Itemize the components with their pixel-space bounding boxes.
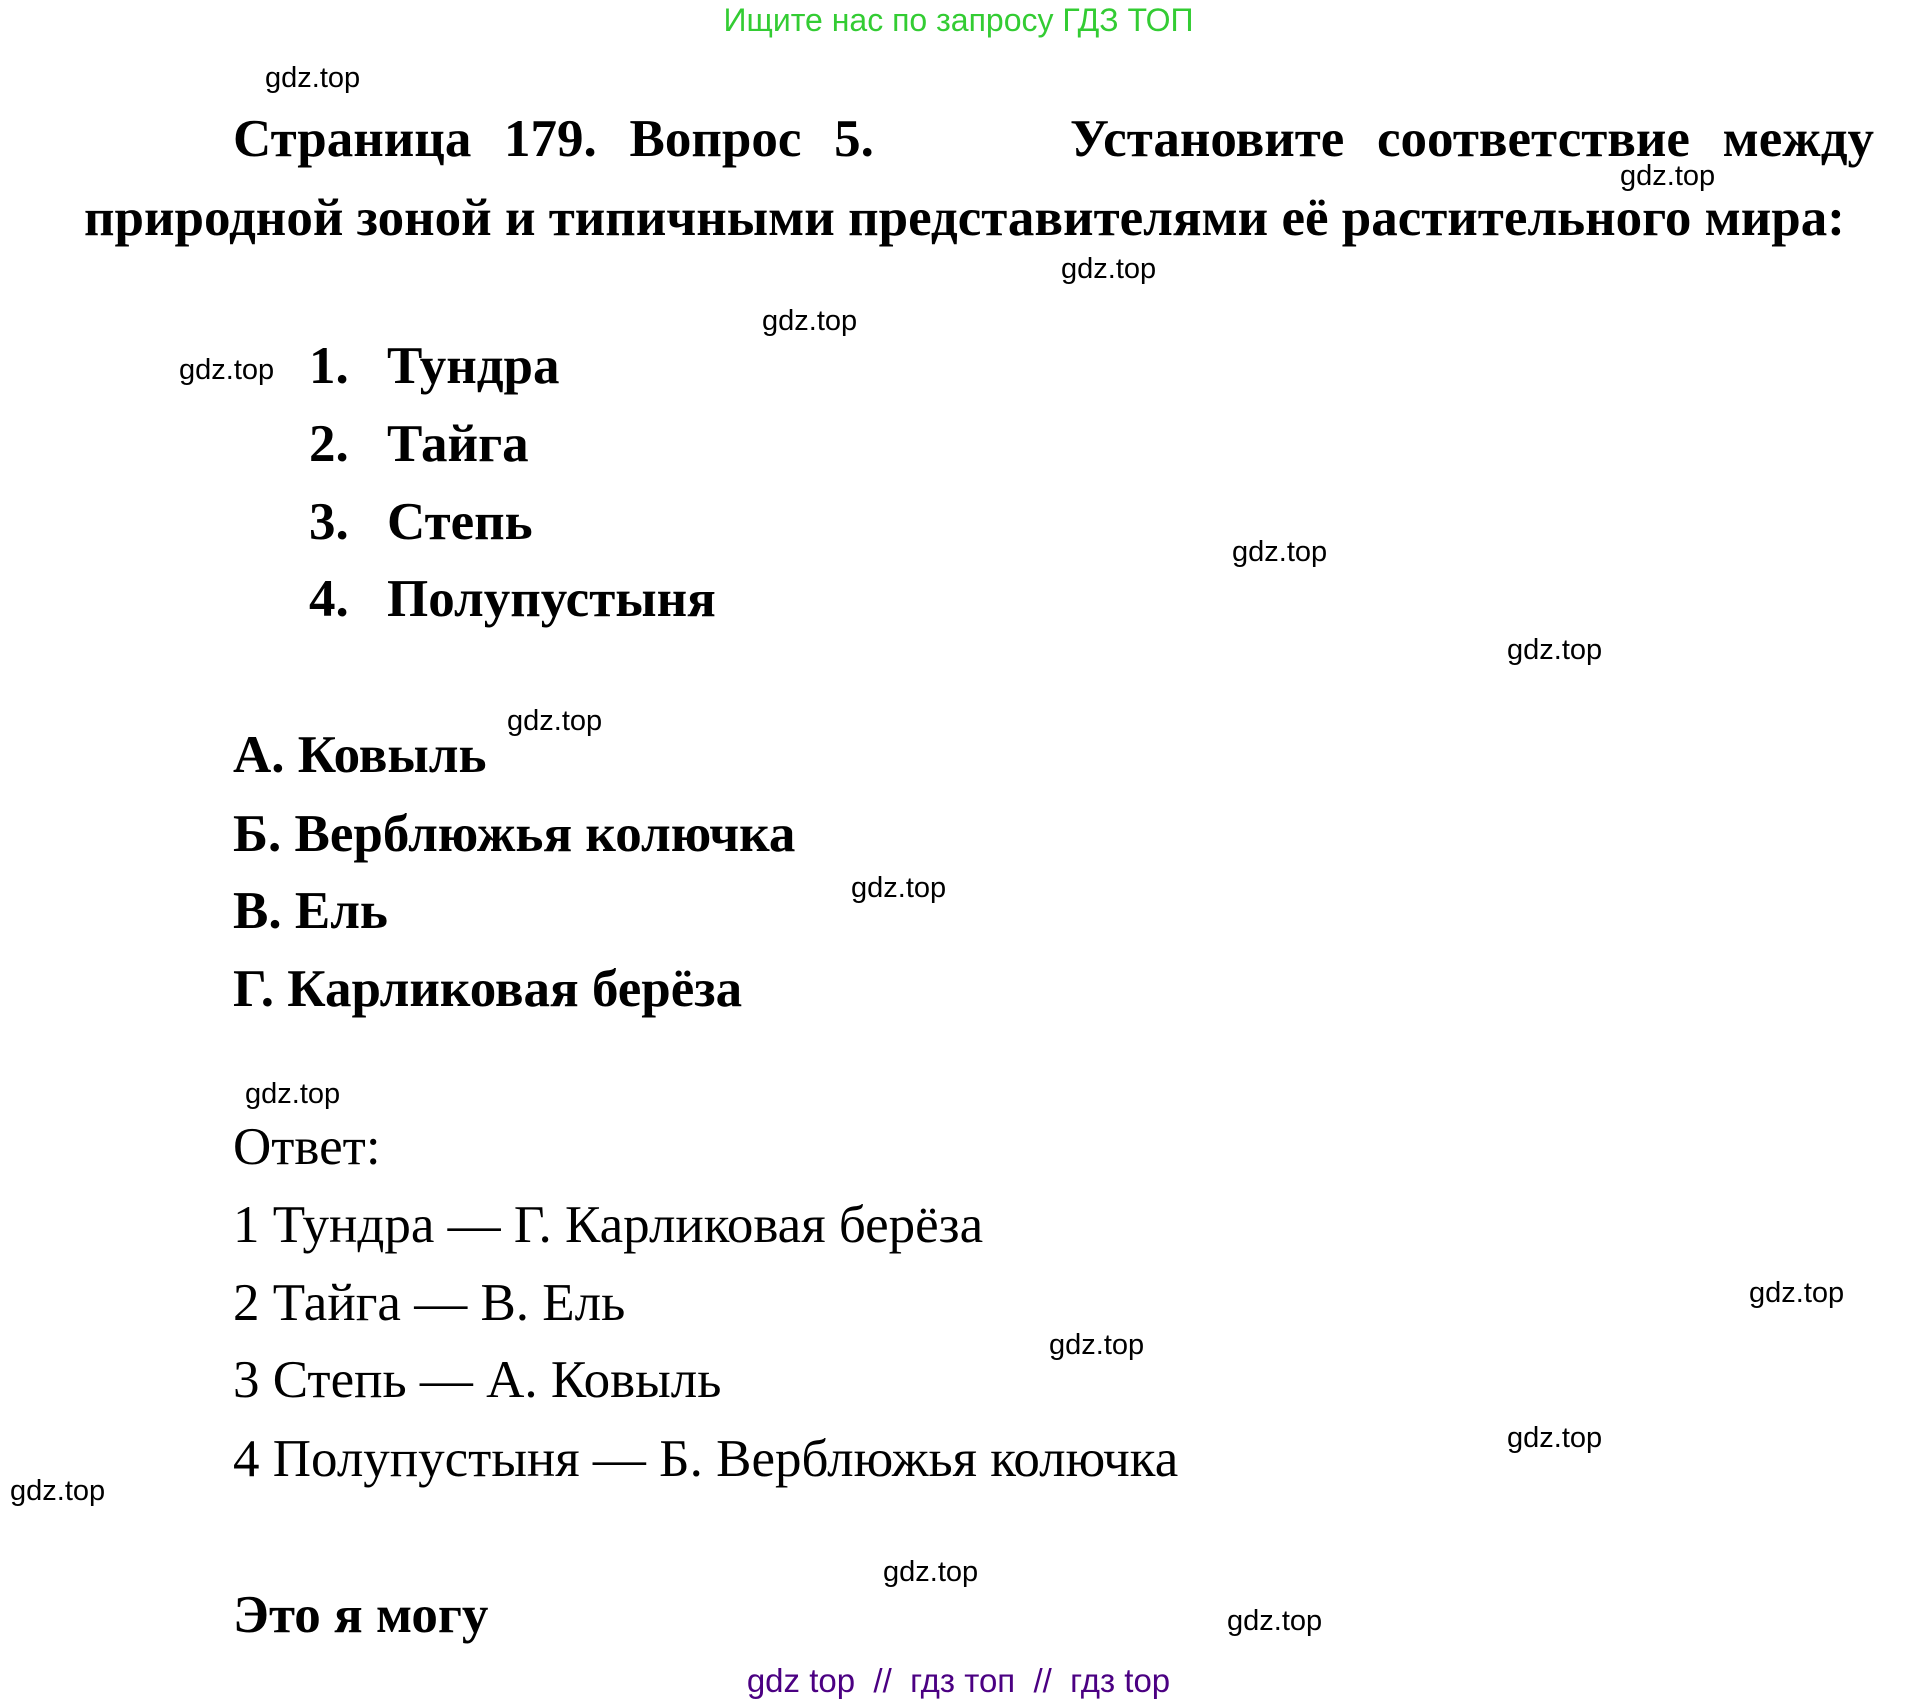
watermark: gdz.top [1061, 253, 1157, 285]
watermark: gdz.top [1227, 1605, 1323, 1637]
question-text: Страница 179. Вопрос 5. Установите соответствие между природной зоной и типичными представителями её растительного мира: [84, 110, 1874, 247]
zone-number: 3. [309, 493, 349, 551]
plant-item: А. Ковыль [233, 726, 487, 784]
zone-number: 1. [309, 337, 349, 395]
answer-line: 4 Полупустыня — Б. Верблюжья колючка [233, 1430, 1179, 1488]
watermark: gdz.top [265, 62, 361, 94]
zone-label: Тундра [387, 337, 560, 395]
zone-item [309, 569, 716, 629]
watermark: gdz.top [1507, 1422, 1603, 1454]
zone-number: 4. [309, 570, 349, 628]
watermark: gdz.top [851, 872, 947, 904]
watermark: gdz.top [1232, 536, 1328, 568]
watermark: gdz.top [1049, 1329, 1145, 1361]
watermark: gdz.top [1749, 1277, 1845, 1309]
zone-label: Степь [387, 493, 533, 551]
zone-label: Тайга [387, 415, 529, 473]
watermark: gdz.top [1507, 634, 1603, 666]
watermark: gdz.top [507, 705, 603, 737]
watermark: gdz.top [883, 1556, 979, 1588]
answer-line: 2 Тайга — В. Ель [233, 1274, 626, 1332]
footer-links: gdz top // гдз топ // гдз top [746, 1662, 1171, 1699]
watermark: gdz.top [179, 354, 275, 386]
plant-item: В. Ель [233, 882, 388, 940]
answer-label: Ответ: [233, 1118, 381, 1176]
zone-item [309, 336, 560, 396]
answer-line: 3 Степь — А. Ковыль [233, 1351, 722, 1409]
plant-item: Г. Карликовая берёза [233, 960, 743, 1018]
watermark: gdz.top [1620, 160, 1716, 192]
section-heading: Это я могу [233, 1586, 489, 1644]
zone-item [309, 414, 529, 474]
search-banner: Ищите нас по запросу ГДЗ ТОП [723, 2, 1194, 38]
zone-label: Полупустыня [387, 570, 716, 628]
watermark: gdz.top [10, 1475, 106, 1507]
plant-item: Б. Верблюжья колючка [233, 805, 796, 863]
zone-item [309, 492, 533, 552]
watermark: gdz.top [245, 1078, 341, 1110]
answer-line: 1 Тундра — Г. Карликовая берёза [233, 1196, 984, 1254]
zone-number: 2. [309, 415, 349, 473]
watermark: gdz.top [762, 305, 858, 337]
